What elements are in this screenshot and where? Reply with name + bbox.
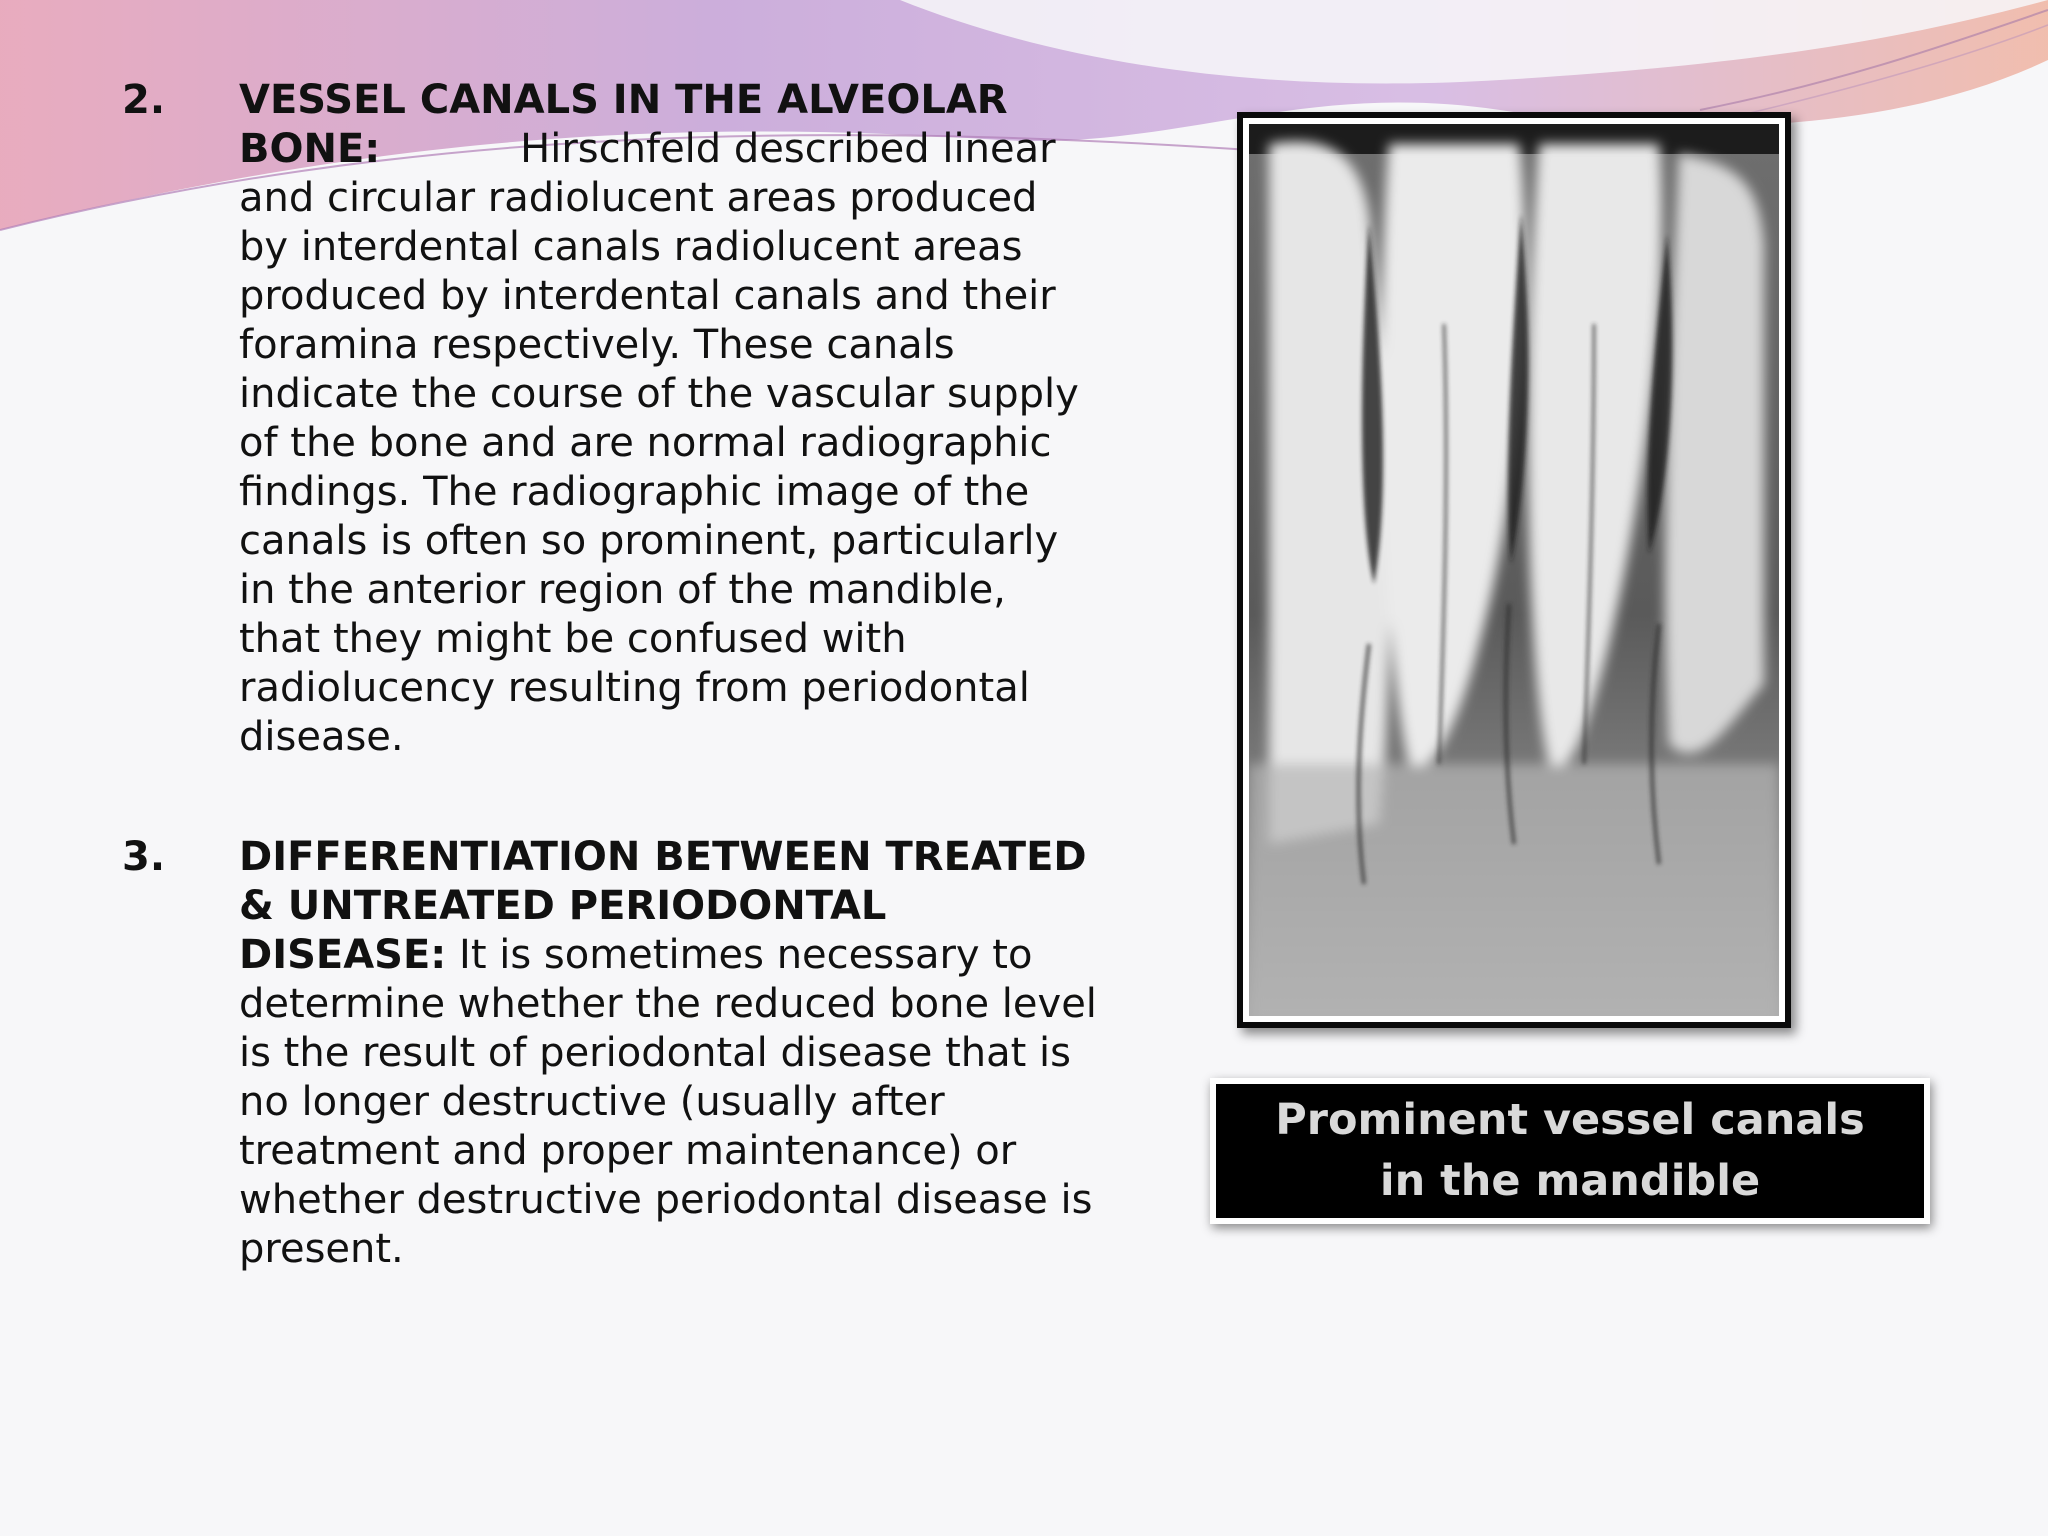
item-body: It is sometimes necessary to determine whether the reduced bone level is the result of periodontal disease that is no longer destructive (usually after treatment and proper maintenance) or whether destructive periodontal disease is present. bbox=[239, 932, 1110, 1272]
list-item-treated-vs-untreated bbox=[122, 833, 1110, 1274]
item-number: 2. bbox=[122, 77, 166, 123]
item-number: 3. bbox=[122, 834, 166, 880]
list-item-vessel-canals bbox=[122, 76, 1097, 762]
content-list bbox=[122, 76, 1110, 1274]
radiograph-figure bbox=[1237, 112, 1791, 1028]
figure-caption bbox=[1210, 1078, 1930, 1224]
item-heading: DIFFERENTIATION BETWEEN TREATED & UNTREATED PERIODONTAL DISEASE: bbox=[239, 834, 1087, 978]
dental-radiograph-image bbox=[1249, 124, 1779, 1016]
item-heading: VESSEL CANALS IN THE ALVEOLAR BONE: bbox=[239, 77, 1008, 172]
item-body: Hirschfeld described linear and circular radiolucent areas produced by interdental canals radiolucent areas produced by interdental canals and their foramina respectively. These canals indicate the course of the vascular supply of the bone and are normal radiographic findings. The radiographic image of the canals is often so prominent, particularly in the anterior region of the mandible, that they might be confused with radiolucency resulting from periodontal disease. bbox=[239, 126, 1092, 760]
figure-caption-text: Prominent vessel canals in the mandible bbox=[1275, 1095, 1865, 1206]
